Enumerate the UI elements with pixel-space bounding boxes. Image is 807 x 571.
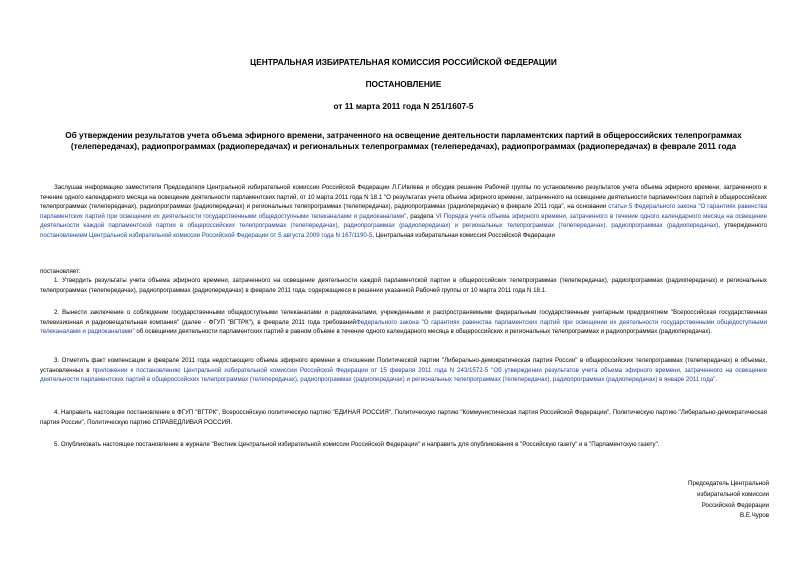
item-3-text-2: . [715, 376, 718, 383]
preamble-text-3: , утвержденного [718, 222, 767, 229]
document-date-number: от 11 марта 2011 года N 251/1607-5 [333, 101, 474, 111]
item-1: 1. Утвердить результаты учета объема эфирного времени, затраченного на освещение деятельности каждой парламентской партии в общероссийских телепрограммах (телепередачах), радиопрограммах (радиопередачах) и региональных телепрограммах (телепередачах), радиопрограммах (радиопередачах) в феврале 2011 года, содержащиеся в решении указанной Рабочей группы от 10 марта 2011 года N 18.1. [40, 277, 767, 294]
item-4: 4. Направить настоящее постановление в ФГУП "ВГТРК", Всероссийскую политическую партию "ЕДИНАЯ РОССИЯ", Политическую партию "Коммунистическая партия Российской Федерации", Политическую партию "Либерально-демократическая партия России", Политическую партию СПРАВЕДЛИВАЯ РОССИЯ. [40, 409, 767, 426]
signature-name: В.Е.Чуров [739, 512, 769, 520]
signature-line-3: Российской Федерации [701, 501, 769, 509]
item-3-text-1: 3. Отметить факт компенсации в феврале 2011 года недостающего объема эфирного времени в отношении Политической партии "Либерально-демократическая партия России" в общероссийских телепрограммах (телепередачах) в объемах, установленных в [40, 357, 767, 374]
document-title: Об утверждении результатов учета объема эфирного времени, затраченного на освещение деятельности парламентских партий в общероссийских телепрограммах (телепередачах), радиопрограммах (радиопередачах) и региональных телепрограммах (телепередачах), радиопрограммах (радиопередачах) в феврале 2011 года [65, 131, 742, 151]
resolution-243-appendix-link[interactable]: приложении к постановлению Центральной избирательной комиссии Российской Федерации от 15 февраля 2011 года N 243/1572-5 "Об утверждении результатов учета объема эфирного времени, затраченного на освещение деятельности парламентских партий в общероссийских телепрограммах (телепередачах), радиопрограммах (радиопередачах) и региональных телепрограммах (телепередачах), радиопрограммах (радиопередачах) в январе 2011 года" [40, 366, 767, 383]
item-2-text-1: 2. Вынести заключение о соблюдении государственными общедоступными телеканалами и радиоканалами, учрежденными и распространяемыми федеральным государственным унитарным предприятием "Всероссийская государственная телевизионная и радиовещательная компания" (далее - ФГУП "ВГТРК"), в феврале 2011 года требований [40, 309, 767, 326]
signature-line-1: Председатель Центральной [688, 480, 769, 487]
item-2 [40, 308, 767, 337]
preamble-paragraph [40, 183, 767, 240]
preamble-text-1: Заслушав информацию заместителя Председателя Центральной избирательной комиссии Российской Федерации Л.Г.Ивлева и обсудив решение Рабочей группы по установлению результатов учета объема эфирного времени, затраченного в течение одного календарного месяца на освещение деятельности парламентских партий, от 10 марта 2011 года N 18.1 "О результатах учета объема эфирного времени, затраченного на освещение деятельности парламентских партий в общероссийских телепрограммах (телепередачах), радиопрограммах (радиопередачах) и региональных телепрограммах (телепередачах), радиопрограммах (радиопередачах) в феврале 2011 года", на основании [40, 184, 767, 210]
item-3 [40, 356, 767, 385]
preamble-text-4: , Центральная избирательная комиссия Российской Федерации [372, 231, 555, 239]
procedure-section6-link[interactable]: VI Порядка учета объема эфирного времени, затраченного в течение одного календарного месяца на освещение деятельности каждой парламентской партии в общероссийских телепрограммах (телепередачах), радиопрограммах (радиопередачах) и региональных телепрограммах (телепередачах), радиопрограммах (радиопередачах) [40, 212, 767, 229]
resolves-label: постановляет: [40, 268, 81, 275]
signature-block [688, 479, 769, 522]
federal-law-article5-link[interactable]: статьи 5 Федерального закона "О гарантиях равенства парламентских партий при освещении их деятельности государственными общедоступными телеканалами и радиоканалами" [40, 203, 767, 220]
document-type: ПОСТАНОВЛЕНИЕ [365, 79, 442, 89]
signature-line-2: избирательной комиссии [697, 490, 769, 498]
commission-name: ЦЕНТРАЛЬНАЯ ИЗБИРАТЕЛЬНАЯ КОМИССИЯ РОССИЙСКОЙ ФЕДЕРАЦИИ [250, 57, 557, 67]
federal-law-guarantees-link[interactable]: Федерального закона "О гарантиях равенства парламентских партий при освещении их деятельности государственными общедоступными телеканалами и радиоканалами" [40, 318, 768, 335]
resolution-167-link[interactable]: постановлением Центральной избирательной комиссии Российской Федерации от 5 августа 2009 года N 167/1190-5 [40, 231, 373, 239]
item-5: 5. Опубликовать настоящее постановление в журнале "Вестник Центральной избирательной комиссии Российской Федерации" и направить для опубликования в "Российскую газету" и в "Парламентскую газету". [54, 441, 660, 448]
preamble-text-2: , раздела [406, 212, 436, 220]
item-2-text-2: об освещении деятельности парламентских партий в равном объеме в течение одного календарного месяца в общероссийских и региональных телепрограммах и радиопрограммах (радиопередачах). [134, 328, 713, 335]
